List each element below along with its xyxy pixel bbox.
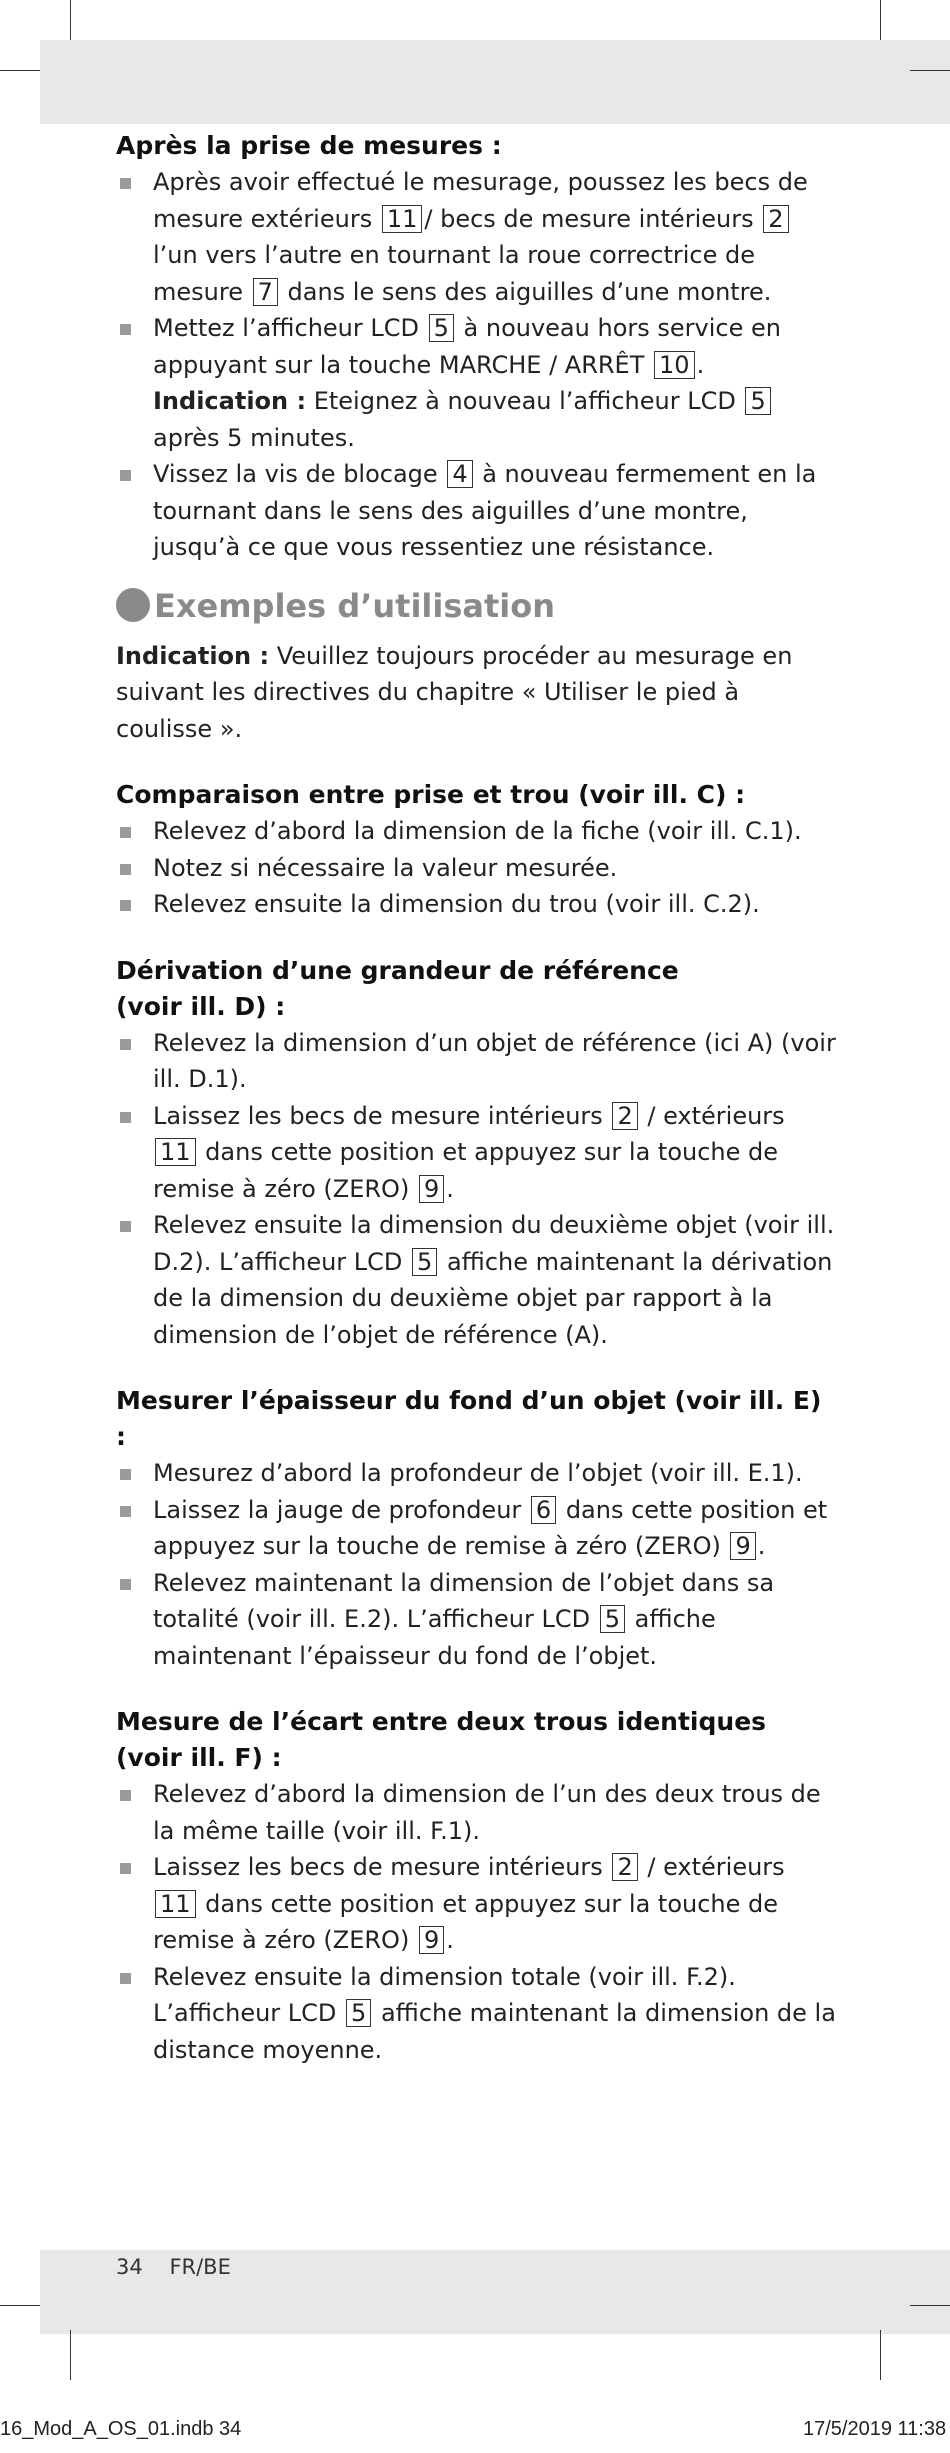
ref-number: 4 bbox=[447, 460, 472, 488]
indication-label: Indication : bbox=[153, 387, 307, 415]
ref-number: 5 bbox=[745, 387, 770, 415]
crop-mark bbox=[910, 70, 950, 71]
bullet-icon bbox=[120, 1506, 131, 1517]
bullet-icon bbox=[120, 900, 131, 911]
ref-number: 2 bbox=[763, 205, 788, 233]
bullet-list bbox=[116, 1025, 836, 1354]
bullet-icon bbox=[120, 827, 131, 838]
slug-filename: 16_Mod_A_OS_01.indb 34 bbox=[0, 2418, 242, 2440]
list-item: Laissez la jauge de profondeur 6 dans cette position et appuyez sur la touche de remise à zéro (ZERO) 9 . bbox=[116, 1492, 836, 1565]
crop-mark bbox=[880, 2330, 881, 2380]
section-title-derivation: Dérivation d’une grandeur de référence (voir ill. D) : bbox=[116, 955, 679, 1021]
crop-mark bbox=[910, 2305, 950, 2306]
list-item: Relevez d’abord la dimension de la fiche (voir ill. C.1). bbox=[116, 813, 836, 850]
list-item: Après avoir effectué le mesurage, poussez les becs de mesure extérieurs 11 / becs de mesure intérieurs 2 l’un vers l’autre en tournant la roue correctrice de mesure 7 dans le sens des aiguilles d’une montre. bbox=[116, 164, 836, 310]
list-item: Laissez les becs de mesure intérieurs 2 / extérieurs 11 dans cette position et appuyez sur la touche de remise à zéro (ZERO) 9 . bbox=[116, 1098, 836, 1208]
page-number: 34 bbox=[116, 2255, 143, 2279]
list-item: Notez si nécessaire la valeur mesurée. bbox=[116, 850, 836, 887]
bullet-icon bbox=[120, 1973, 131, 1984]
ref-number: 7 bbox=[253, 278, 278, 306]
header-band bbox=[40, 40, 950, 124]
list-item: Laissez les becs de mesure intérieurs 2 / extérieurs 11 dans cette position et appuyez sur la touche de remise à zéro (ZERO) 9 . bbox=[116, 1849, 836, 1959]
crop-mark bbox=[70, 0, 71, 40]
page-footer bbox=[116, 2255, 231, 2279]
list-item: Relevez ensuite la dimension totale (voir ill. F.2). L’afficheur LCD 5 affiche maintenant la dimension de la distance moyenne. bbox=[116, 1959, 836, 2069]
ref-number: 2 bbox=[612, 1853, 637, 1881]
section-title-apres: Après la prise de mesures : bbox=[116, 131, 502, 160]
bullet-list bbox=[116, 164, 836, 566]
ref-number: 9 bbox=[730, 1532, 755, 1560]
bullet-icon bbox=[120, 1790, 131, 1801]
ref-number: 10 bbox=[654, 351, 695, 379]
list-item: Relevez maintenant la dimension de l’objet dans sa totalité (voir ill. E.2). L’afficheur LCD 5 affiche maintenant l’épaisseur du fond de l’objet. bbox=[116, 1565, 836, 1675]
ref-number: 5 bbox=[346, 1999, 371, 2027]
bullet-dot-icon bbox=[116, 588, 150, 622]
bullet-icon bbox=[120, 864, 131, 875]
ref-number: 11 bbox=[155, 1890, 196, 1918]
bullet-list bbox=[116, 1455, 836, 1674]
list-item: Relevez la dimension d’un objet de référence (ici A) (voir ill. D.1). bbox=[116, 1025, 836, 1098]
page-content bbox=[116, 128, 836, 2068]
bullet-list bbox=[116, 1776, 836, 2068]
ref-number: 11 bbox=[382, 205, 423, 233]
ref-number: 2 bbox=[612, 1102, 637, 1130]
list-item: Relevez d’abord la dimension de l’un des deux trous de la même taille (voir ill. F.1). bbox=[116, 1776, 836, 1849]
bullet-icon bbox=[120, 1221, 131, 1232]
list-item: Relevez ensuite la dimension du deuxième objet (voir ill. D.2). L’afficheur LCD 5 affiche maintenant la dérivation de la dimension du deuxième objet par rapport à la dimension de l’objet de référence (A). bbox=[116, 1207, 836, 1353]
ref-number: 5 bbox=[429, 314, 454, 342]
intro-note: Indication : Veuillez toujours procéder au mesurage en suivant les directives du chapitre « Utiliser le pied à coulisse ». bbox=[116, 641, 793, 743]
bullet-icon bbox=[120, 1863, 131, 1874]
chapter-heading: Exemples d’utilisation bbox=[116, 586, 836, 626]
bullet-icon bbox=[120, 1112, 131, 1123]
ref-number: 9 bbox=[419, 1926, 444, 1954]
list-item: Vissez la vis de blocage 4 à nouveau fermement en la tournant dans le sens des aiguilles d’une montre, jusqu’à ce que vous ressentiez une résistance. bbox=[116, 456, 836, 566]
section-title-ecart: Mesure de l’écart entre deux trous identiques (voir ill. F) : bbox=[116, 1707, 767, 1772]
bullet-icon bbox=[120, 178, 131, 189]
ref-number: 11 bbox=[155, 1138, 196, 1166]
crop-mark bbox=[0, 2305, 40, 2306]
ref-number: 9 bbox=[419, 1175, 444, 1203]
bullet-icon bbox=[120, 1469, 131, 1480]
crop-mark bbox=[880, 0, 881, 40]
list-item: Relevez ensuite la dimension du trou (voir ill. C.2). bbox=[116, 886, 836, 923]
bullet-icon bbox=[120, 1579, 131, 1590]
section-title-epaisseur: Mesurer l’épaisseur du fond d’un objet (voir ill. E) : bbox=[116, 1386, 822, 1451]
bullet-icon bbox=[120, 324, 131, 335]
crop-mark bbox=[70, 2330, 71, 2380]
bullet-icon bbox=[120, 1039, 131, 1050]
slug-date: 17/5/2019 11:38 bbox=[803, 2418, 947, 2440]
bullet-icon bbox=[120, 470, 131, 481]
language-code: FR/BE bbox=[169, 2255, 231, 2279]
ref-number: 6 bbox=[531, 1496, 556, 1524]
crop-mark bbox=[0, 70, 40, 71]
list-item: Mettez l’afficheur LCD 5 à nouveau hors service en appuyant sur la touche MARCHE / ARRÊT 10 . Indication : Eteignez à nouveau l’afficheur LCD 5 après 5 minutes. bbox=[116, 310, 836, 456]
bullet-list bbox=[116, 813, 836, 923]
list-item: Mesurez d’abord la profondeur de l’objet (voir ill. E.1). bbox=[116, 1455, 836, 1492]
ref-number: 5 bbox=[600, 1605, 625, 1633]
section-title-comparaison: Comparaison entre prise et trou (voir ill. C) : bbox=[116, 780, 746, 809]
ref-number: 5 bbox=[412, 1248, 437, 1276]
